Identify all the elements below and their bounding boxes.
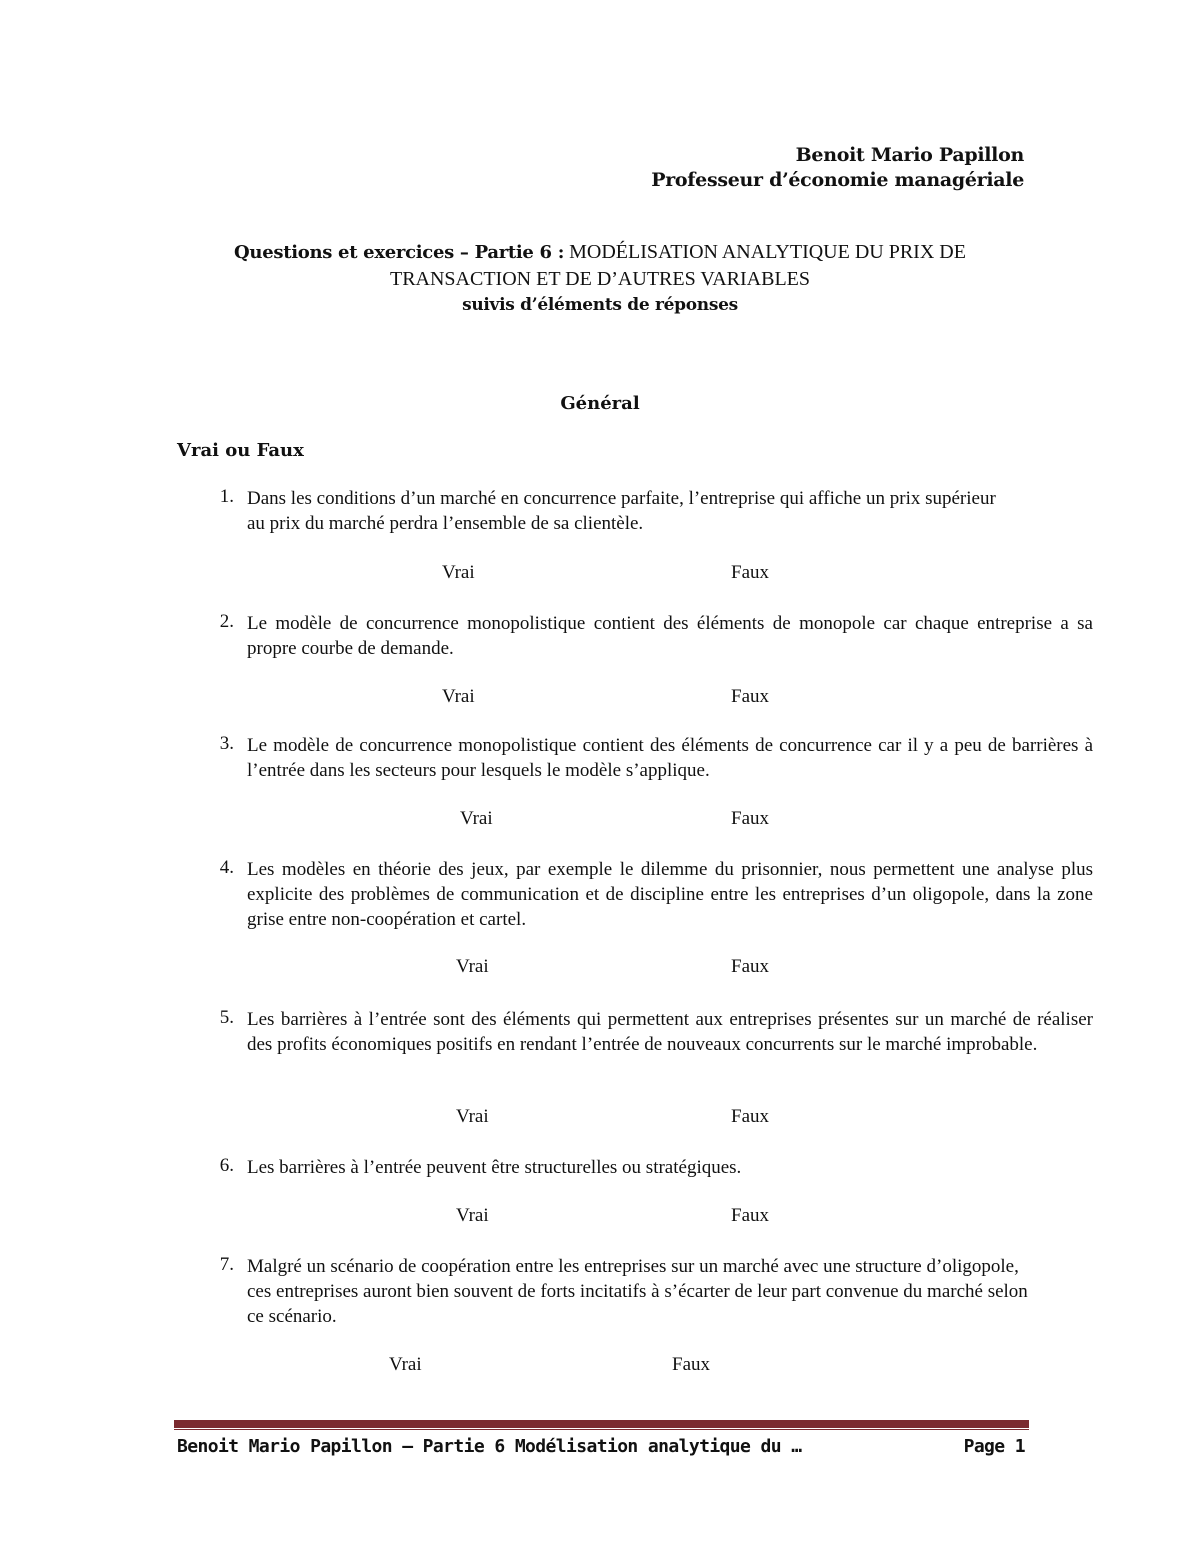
- question-number: 1.: [219, 486, 234, 507]
- option-vrai[interactable]: Vrai: [456, 956, 489, 977]
- title-line1-rest: MODÉLISATION ANALYTIQUE DU PRIX DE: [564, 241, 966, 263]
- question-number: 2.: [219, 611, 234, 632]
- section-heading: Général: [560, 393, 640, 414]
- title-prefix: Questions et exercices – Partie 6 :: [234, 242, 565, 263]
- option-faux[interactable]: Faux: [731, 562, 769, 583]
- option-vrai[interactable]: Vrai: [460, 808, 493, 829]
- option-vrai[interactable]: Vrai: [456, 1106, 489, 1127]
- option-vrai[interactable]: Vrai: [442, 686, 475, 707]
- option-faux[interactable]: Faux: [731, 808, 769, 829]
- footer-divider: [174, 1420, 1029, 1428]
- question-number: 4.: [219, 857, 234, 878]
- question-text: Malgré un scénario de coopération entre les entreprises sur un marché avec une structure d’oligopole, ces entreprises auront bien souvent de forts incitatifs à s’écarter de leur part convenue du marché selon ce scénario.: [247, 1256, 1028, 1327]
- document-title-line2: TRANSACTION ET DE D’AUTRES VARIABLES: [389, 268, 811, 290]
- footer-divider-thin: [174, 1429, 1029, 1430]
- question-number: 7.: [219, 1254, 234, 1275]
- option-faux[interactable]: Faux: [731, 956, 769, 977]
- question-text: Le modèle de concurrence monopolistique contient des éléments de concurrence car il y a peu de barrières à l’entrée dans les secteurs pour lesquels le modèle s’applique.: [247, 735, 1093, 781]
- author-name: Benoit Mario Papillon: [795, 144, 1024, 166]
- question-text: Les barrières à l’entrée peuvent être structurelles ou stratégiques.: [247, 1157, 742, 1178]
- option-faux[interactable]: Faux: [731, 1106, 769, 1127]
- page-number: Page 1: [963, 1436, 1025, 1457]
- option-faux[interactable]: Faux: [731, 1205, 769, 1226]
- question-number: 3.: [219, 733, 234, 754]
- document-subtitle: suivis d’éléments de réponses: [462, 295, 738, 315]
- option-vrai[interactable]: Vrai: [389, 1354, 422, 1375]
- footer-title: Benoit Mario Papillon – Partie 6 Modélisation analytique du …: [177, 1436, 802, 1457]
- option-faux[interactable]: Faux: [731, 686, 769, 707]
- question-number: 6.: [219, 1155, 234, 1176]
- question-text: Les barrières à l’entrée sont des éléments qui permettent aux entreprises présentes sur un marché de réaliser des profits économiques positifs en rendant l’entrée de nouveaux concurrents sur le marché improbable.: [247, 1009, 1093, 1055]
- option-faux[interactable]: Faux: [672, 1354, 710, 1375]
- document-title-line1: [0, 241, 1200, 264]
- author-role: Professeur d’économie managériale: [651, 169, 1024, 191]
- question-number: 5.: [219, 1007, 234, 1028]
- question-text: Le modèle de concurrence monopolistique contient des éléments de monopole car chaque entreprise a sa propre courbe de demande.: [247, 613, 1093, 659]
- question-text: Dans les conditions d’un marché en concurrence parfaite, l’entreprise qui affiche un prix supérieur au prix du marché perdra l’ensemble de sa clientèle.: [247, 488, 996, 534]
- option-vrai[interactable]: Vrai: [442, 562, 475, 583]
- question-text: Les modèles en théorie des jeux, par exemple le dilemme du prisonnier, nous permettent une analyse plus explicite des problèmes de communication et de discipline entre les entreprises d’un oligopole, dans la zone grise entre non-coopération et cartel.: [247, 859, 1093, 930]
- subsection-heading: Vrai ou Faux: [177, 440, 304, 461]
- option-vrai[interactable]: Vrai: [456, 1205, 489, 1226]
